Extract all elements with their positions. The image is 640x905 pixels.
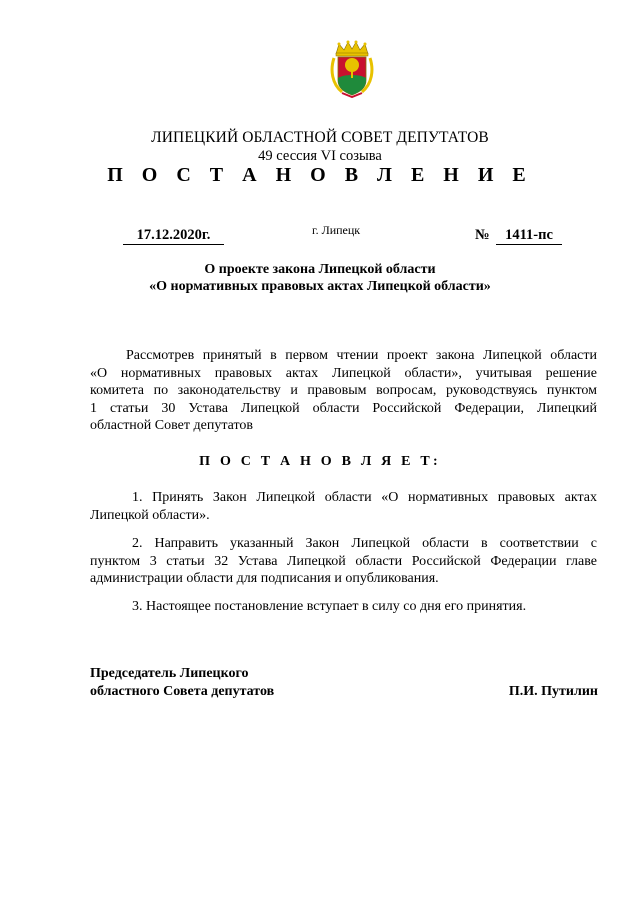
signatory-title-line-1: Председатель Липецкого (90, 666, 249, 681)
preamble-line: Рассмотрев принятый в первом чтении проект закона Липецкой области (126, 348, 597, 363)
number-label: № (475, 227, 490, 243)
preamble-line: 1 статьи 30 Устава Липецкой области Российской Федерации, Липецкий (90, 400, 597, 416)
document-city: г. Липецк (312, 223, 361, 237)
decree-item-3 (90, 598, 597, 616)
preamble-line: комитета по законодательству и правовым вопросам, руководствуясь пунктом (90, 383, 597, 398)
document-type-title: П О С Т А Н О В Л Е Н И Е (107, 164, 533, 186)
signatory-title-line-2: областного Совета депутатов (90, 684, 275, 699)
decree-item-line: администрации области для подписания и опубликования. (90, 571, 439, 586)
session-line: 49 сессия VI созыва (258, 148, 382, 164)
decree-item-1 (90, 489, 597, 524)
subject-line-1: О проекте закона Липецкой области (204, 262, 436, 277)
decree-item-line: 3. Настоящее постановление вступает в силу со дня его принятия. (132, 599, 527, 614)
document-number: 1411-пс (496, 226, 562, 245)
preamble-line: областной Совет депутатов (90, 418, 254, 433)
council-name: ЛИПЕЦКИЙ ОБЛАСТНОЙ СОВЕТ ДЕПУТАТОВ (151, 129, 489, 146)
decree-item-line: 2. Направить указанный Закон Липецкой области в соответствии с (132, 536, 597, 551)
decree-item-line: пунктом 3 статьи 32 Устава Липецкой области Российской Федерации главе (90, 553, 597, 569)
decree-item-line: Липецкой области». (90, 507, 210, 523)
document-date: 17.12.2020г. (123, 226, 224, 245)
decree-item-line: 1. Принять Закон Липецкой области «О нормативных правовых актах (132, 490, 597, 505)
decrees-heading: П О С Т А Н О В Л Я Е Т: (199, 454, 441, 469)
decree-item-2 (90, 535, 597, 588)
coat-of-arms-icon (330, 40, 374, 98)
preamble-paragraph (90, 347, 597, 435)
preamble-line: «О нормативных правовых актах Липецкой области», учитывая решение (90, 365, 597, 381)
subject-line-2: «О нормативных правовых актах Липецкой области» (149, 279, 491, 294)
signatory-name: П.И. Путилин (508, 684, 598, 699)
